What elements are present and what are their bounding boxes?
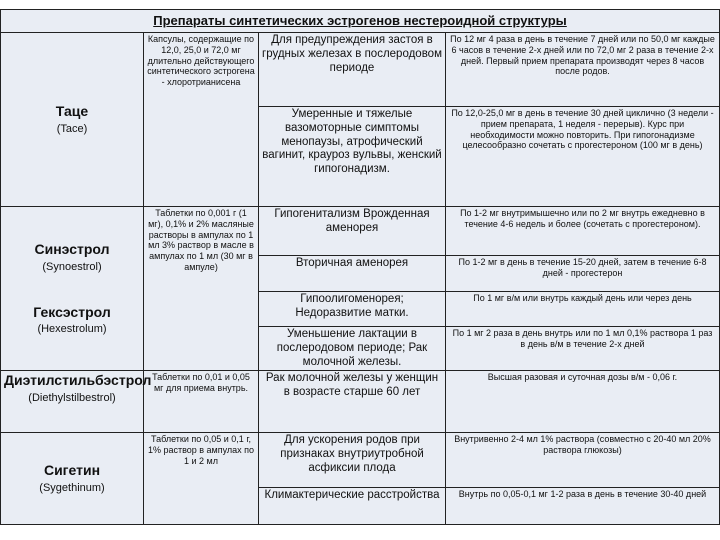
form-cell: Капсулы, содержащие по 12,0, 25,0 и 72,0 мг длительно действующего синтетического эстрогена - хлоротрианисена [144,33,259,207]
indication-cell: Гипоолигоменорея; Недоразвитие матки. [259,292,446,327]
dose-cell: По 1 мг в/м или внутрь каждый день или через день [446,292,720,327]
drug-latin: (Diethylstilbestrol) [28,392,116,405]
drug-cell [1,371,152,433]
estrogen-table [0,9,720,525]
drug-cell [1,433,144,525]
indication-cell: Гипогенитализм Врожденная аменорея [259,207,446,256]
form-cell: Таблетки по 0,01 и 0,05 мг для приема внутрь. [144,371,259,433]
indication-cell: Умеренные и тяжелые вазомоторные симптомы менопаузы, атрофический вагинит, крауроз вульвы, женский гипогонадизм. [259,107,446,207]
dose-cell: По 1 мг 2 раза в день внутрь или по 1 мл 0,1% раствора 1 раз в день в/м в течение 2-х дней [446,327,720,371]
drug-latin: (Hexestrolum) [37,323,107,336]
drug-latin: (Synoestrol) [42,260,102,273]
form-cell: Таблетки по 0,05 и 0,1 г, 1% раствор в ампулах по 1 и 2 мл [144,433,259,525]
indication-cell: Для ускорения родов при признаках внутриутробной асфиксии плода [259,433,446,488]
drug-name: Сигетин [43,462,101,479]
drug-cell [1,207,144,371]
drug-name: Диэтилстильбэстрол [4,372,152,389]
indication-cell: Уменьшение лактации в послеродовом периоде; Рак молочной железы. [259,327,446,371]
dose-cell: Внутрь по 0,05-0,1 мг 1-2 раза в день в течение 30-40 дней [446,488,720,525]
indication-cell: Для предупреждения застоя в грудных железах в послеродовом периоде [259,33,446,107]
indication-cell: Вторичная аменорея [259,256,446,292]
dose-cell: По 12,0-25,0 мг в день в течение 30 дней циклично (3 недели - прием препарата, 1 неделя - перерыв). Курс при необходимости можно повторить. При гипогонадизме целесообразно сочетать с прогестероном (100 мг в день) [446,107,720,207]
drug-latin: (Tace) [56,122,88,135]
form-cell: Таблетки по 0,001 г (1 мг), 0,1% и 2% масляные растворы в ампулах по 1 мл 3% раствор в масле в ампулах по 1 мл (30 мг в ампуле) [144,207,259,371]
dose-cell: По 12 мг 4 раза в день в течение 7 дней или по 50,0 мг каждые 6 часов в течение 2-х дней или по 72,0 мг 2 раза в течение 2-х дней. Первый прием препарата производят через 8 часов после родов. [446,33,720,107]
drug-name: Синэстрол [34,240,110,257]
dose-cell: Высшая разовая и суточная дозы в/м - 0,06 г. [446,371,720,433]
dose-cell: По 1-2 мг в день в течение 15-20 дней, затем в течение 6-8 дней - прогестерон [446,256,720,292]
drug-latin: (Sygethinum) [39,482,105,495]
drug-cell [1,33,144,207]
drug-name: Таце [55,103,89,119]
indication-cell: Климактерические расстройства [259,488,446,525]
indication-cell: Рак молочной железы у женщин в возрасте старше 60 лет [259,371,446,433]
dose-cell: Внутривенно 2-4 мл 1% раствора (совместно с 20-40 мл 20% раствора глюкозы) [446,433,720,488]
drug-name: Гексэстрол [33,303,111,320]
dose-cell: По 1-2 мг внутримышечно или по 2 мг внутрь ежедневно в течение 4-6 недель и более (сочетать с прогестероном). [446,207,720,256]
table-title: Препараты синтетических эстрогенов нестероидной структуры [1,10,720,33]
